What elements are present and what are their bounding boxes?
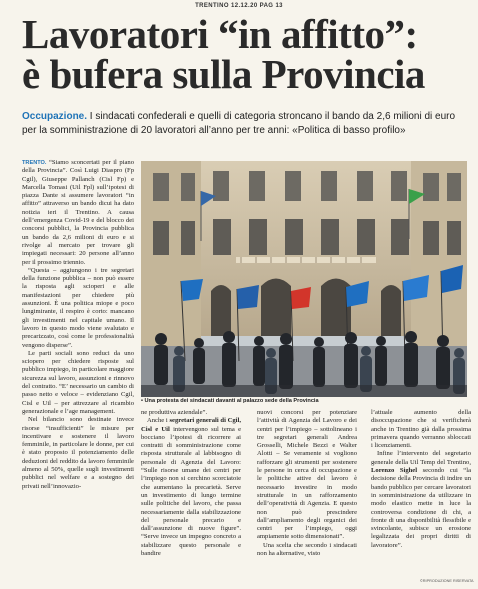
paragraph xyxy=(371,450,471,550)
dateline: TRENTO. xyxy=(22,160,47,166)
paragraph: l’attuale aumento della disoccupazione che si verificherà anche in Trentino già dalla prossima primavera quando verranno sbloccati i licenziamenti. xyxy=(371,409,471,450)
headline-line-1: Lavoratori “in affitto”: xyxy=(22,11,418,57)
article-column-2 xyxy=(141,409,241,558)
paragraph: nuovi concorsi per potenziare l’attività di Agenzia del Lavoro e dei centri per l’impiego – sottolineano i tre segretari generali Andrea Grosselli, Michele Bezzi e Walter Alotti – Se veramente si vogliono rafforzare gli strumenti per sostenere le persone in cerca di occupazione e le politiche attive del lavoro è necessario investire in modo strutturale in un rafforzamento dell’operatività di Agenzia. E questo non può prescindere dall’ampliamento degli organici dei centri per l’impiego, oggi ampiamente sotto dimensionati”. xyxy=(257,409,357,541)
subhead-kicker: Occupazione. xyxy=(22,111,88,122)
subhead-text: I sindacati confederali e quelli di categoria stroncano il bando da 2,6 milioni di euro per la somministrazione di 20 lavoratori all’anno per tre anni: «Politica di basso profilo» xyxy=(22,111,456,136)
article-column-4 xyxy=(371,409,471,550)
protest-photo xyxy=(141,161,467,397)
article-column-left xyxy=(22,159,134,491)
paragraph: Una scelta che secondo i sindacati non ha alternative, visto xyxy=(257,541,357,558)
text-run: Anche i xyxy=(147,417,170,425)
paragraph: Le parti sociali sono reduci da uno sciopero per chiedere risposte sul pubblico impiego, in particolare maggiore sicurezza sul lavoro, assunzioni e rinnovo del contratto. “E’ necessario un cambio di passo netto e veloce – evidenziano Cgil, Cisl e Uil – per attrezzare al ricambio generazionale e l’age management. xyxy=(22,349,134,415)
article-subhead xyxy=(22,110,462,137)
paragraph: Nel bilancio sono destinate invece risorse “insufficienti” le misure per incentivare e sostenere il lavoro femminile, in particolare le donne, per cui è stato proposto il potenziamento delle deduzioni del reddito da lavoro femminile almeno al 50%, quelle sugli investimenti pubblici nel welfare e a sostegno dei privati nell’innovazio- xyxy=(22,416,134,490)
text-run: Infine l’intervento del segretario generale della Uil Temp del Trentino, xyxy=(371,450,471,466)
bold-text-run: Lorenzo Sighel xyxy=(371,467,418,475)
article-headline xyxy=(22,11,462,97)
copyright-credit: ©RIPRODUZIONE RISERVATA xyxy=(420,579,474,583)
paragraph: ne produttiva aziendale”. xyxy=(141,409,208,416)
paragraph: “Siamo sconcertati per il piano della Provincia”. Così Luigi Diaspro (Fp Cgil), Giuseppe Pallanch (Cisl Fp) e Marcella Tomasi (Uil Fpl) sull’ipotesi di piazza Dante si assumere lavoratori “in affitto” attraverso un bando dicui ha dato notizia ieri il Trentino. A causa dell’emergenza Covid-19 e del blocco dei concorsi pubblici, la Provincia pubblica un bando da 2,6 milioni di euro e si rivolge al mercato per trovare gli impiegati necessari: 20 persone all’anno per il prossimo triennio. xyxy=(22,159,134,266)
paragraph xyxy=(141,417,241,558)
bold-text-run: segretari generali di Cgil, Cisl e Uil xyxy=(141,417,241,433)
paragraph: “Questa – aggiungono i tre segretari della funzione pubblica – non può essere la risposta agli scioperi e alle manifestazioni per chiedere più assunzioni. È una politica miope e poco lungimirante, il respiro è corto: mancano gli investimenti nel capitale umano. Il lavoro in questo modo viene svalutato e precarizzato, così come le professionalità vengono disperse”. xyxy=(22,266,134,349)
protest-illustration xyxy=(141,161,467,397)
headline-line-2: è bufera sulla Provincia xyxy=(22,51,425,97)
text-run: secondo cui “la decisione della Provincia di indire un bando pubblico per cercare lavoratori in somministrazione da utilizzare in modo elastico mette in luce la controversa condizione di chi, a fronte di una disponibilità flessibile e svincolante, subisce un erosione legalizzata dei propri diritti di lavoratore”. xyxy=(371,467,471,549)
page-masthead: TRENTINO 12.12.20 PAG 13 xyxy=(195,3,283,9)
text-run: intervengono sul tema e bocciano l’ipotesi di ricorrere ai contratti di somministrazione come risposta strutturale al labbisogno di personale di Agenzia del Lavoro: “Sulle risorse umane dei centri per l’impiego non si cerchino scorciatoie che aumentano la precarietà. Serve un investimento di lungo termine sulle politiche del lavoro, che passa necessariamente dalla stabilizzazione del personale precario e dall’assunzione di nuove figure”. “Serve invece un impegno concreto a stabilizzare questo personale e bandire xyxy=(141,425,241,558)
photo-caption: • Una protesta dei sindacati davanti al palazzo sede della Provincia xyxy=(141,398,319,404)
article-column-3 xyxy=(257,409,357,558)
